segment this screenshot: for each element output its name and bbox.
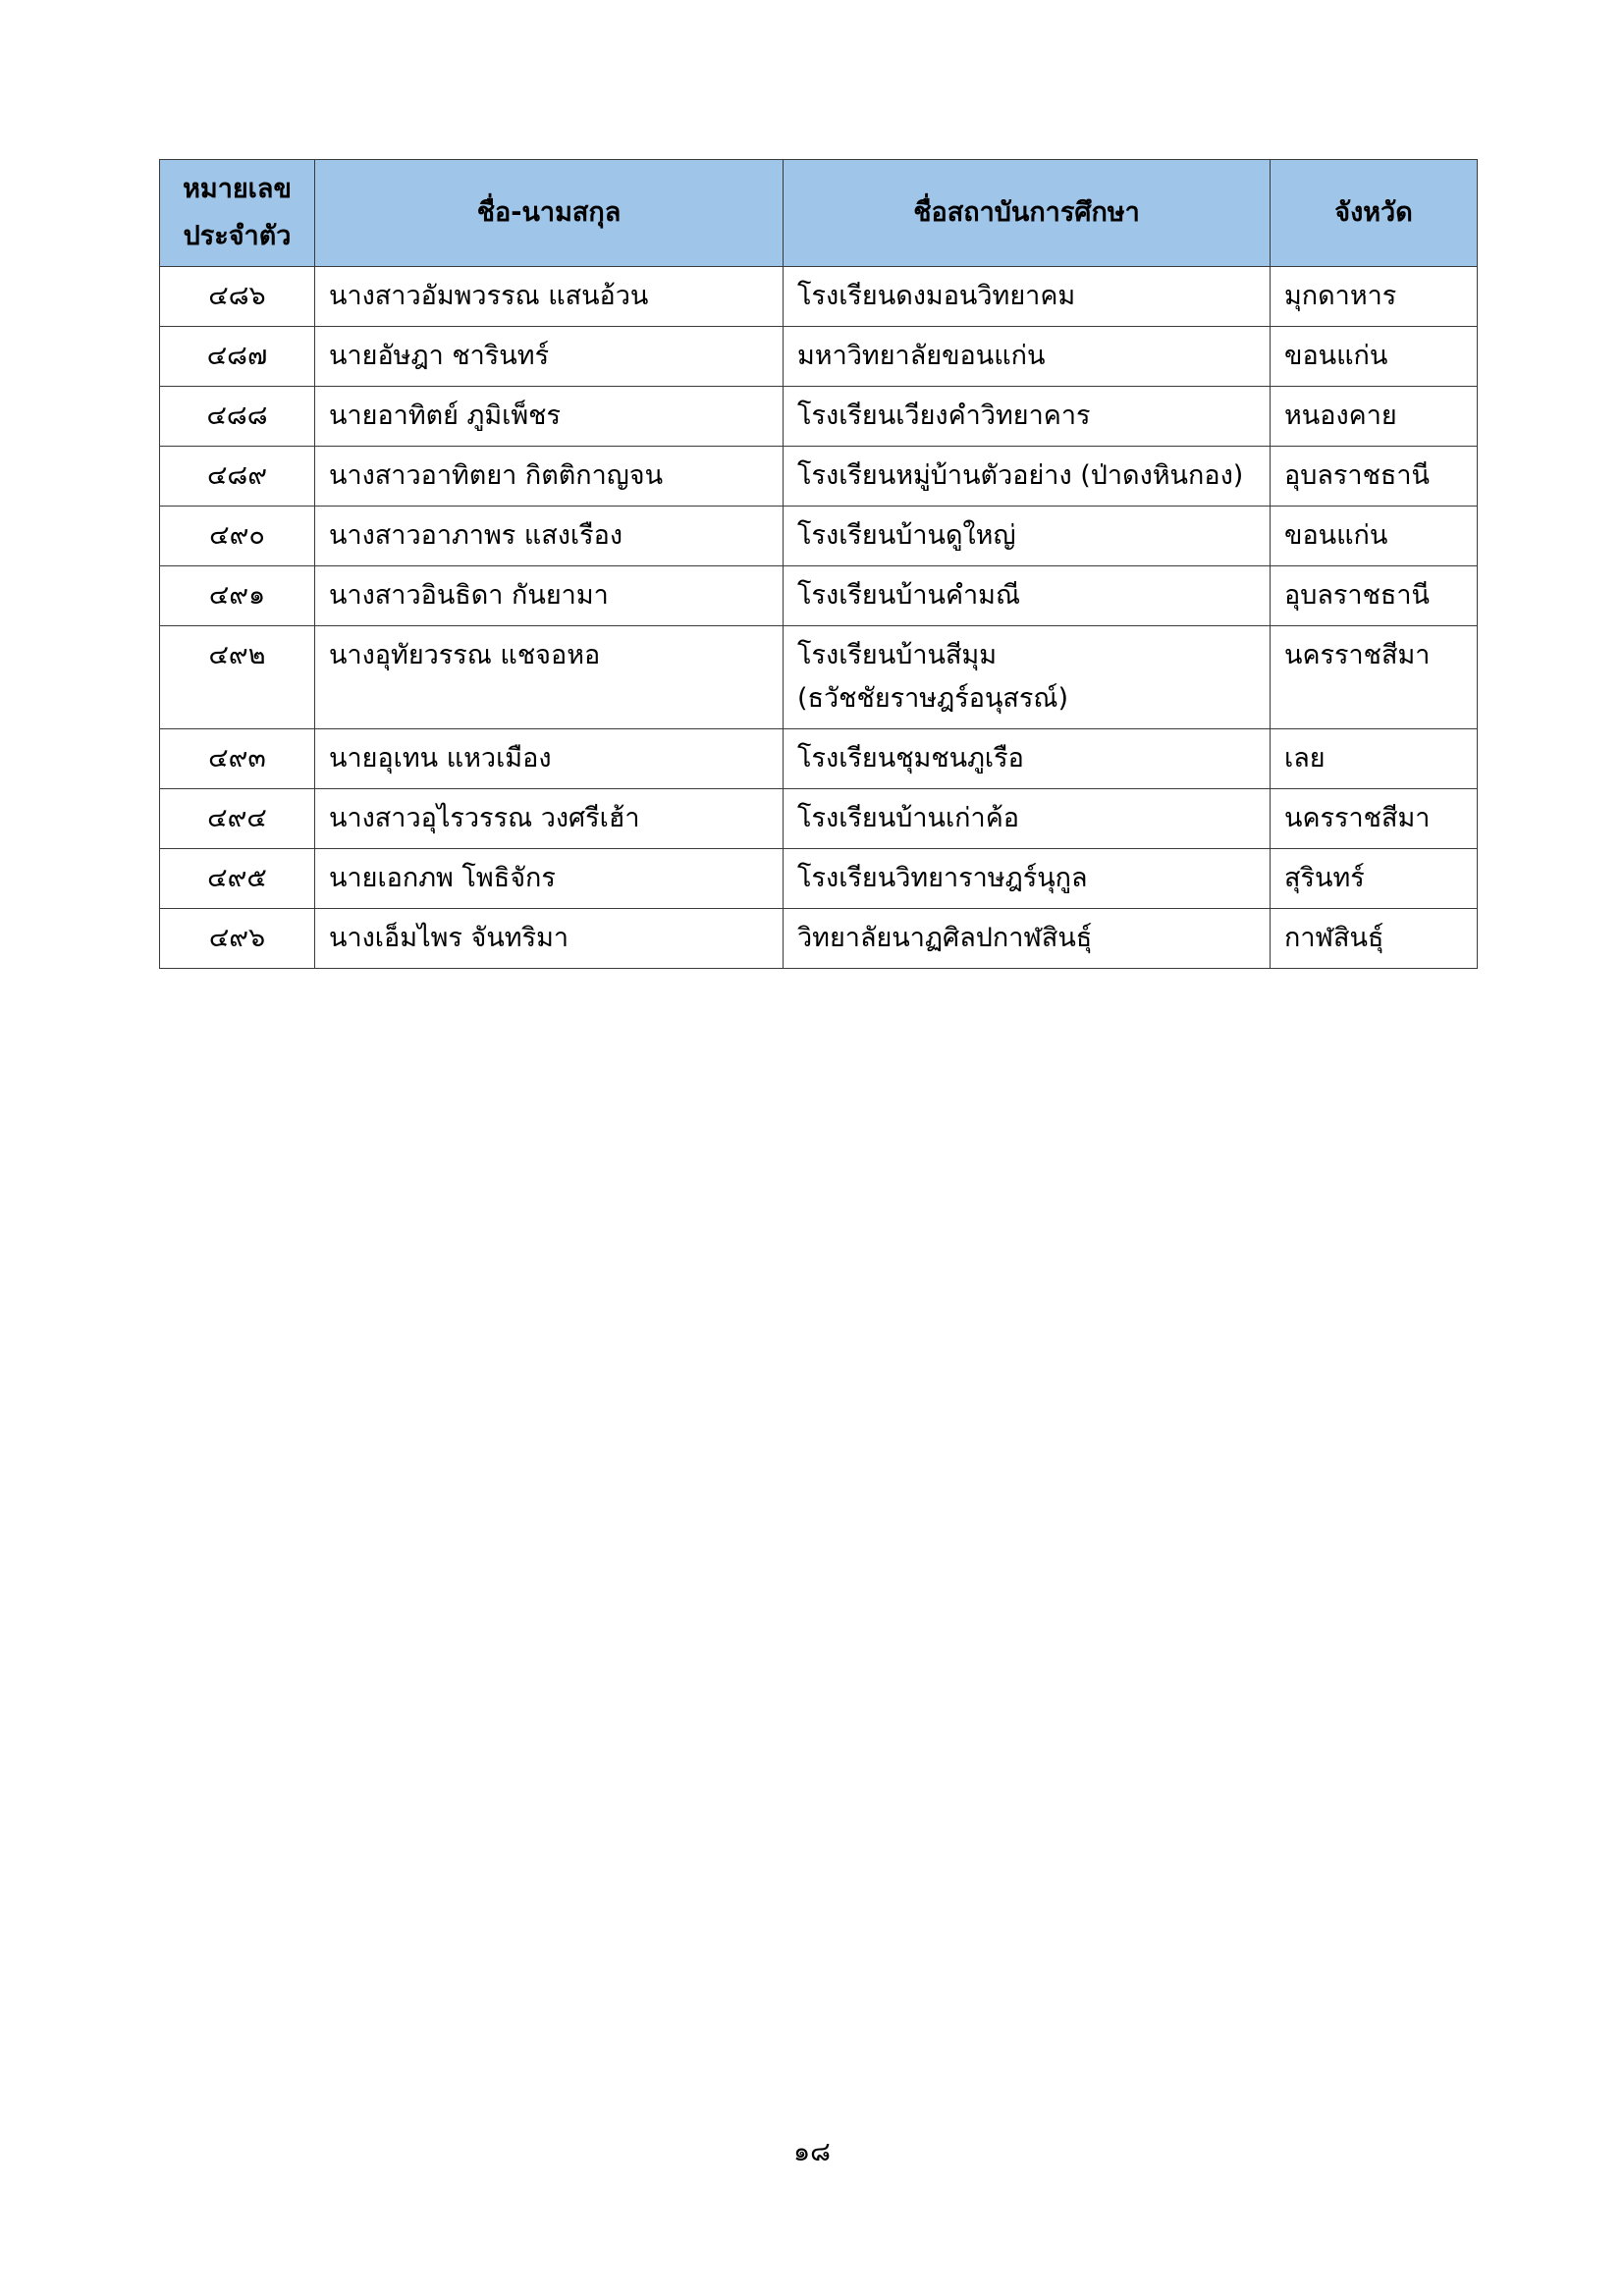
cell-name: นางสาวอัมพวรรณ แสนอ้วน	[315, 267, 784, 327]
cell-name: นางอุทัยวรรณ แชจอหอ	[315, 626, 784, 729]
table-row	[160, 729, 1478, 789]
cell-name: นางสาวอุไรวรรณ วงศรีเฮ้า	[315, 789, 784, 849]
header-school: ชื่อสถาบันการศึกษา	[784, 160, 1271, 267]
table-row	[160, 566, 1478, 626]
cell-id: ๔๘๘	[160, 387, 315, 447]
table-row	[160, 267, 1478, 327]
cell-province: ขอนแก่น	[1271, 507, 1478, 566]
cell-name: นางสาวอาภาพร แสงเรือง	[315, 507, 784, 566]
cell-id: ๔๙๕	[160, 849, 315, 909]
header-name: ชื่อ-นามสกุล	[315, 160, 784, 267]
cell-province: นครราชสีมา	[1271, 789, 1478, 849]
cell-id: ๔๙๒	[160, 626, 315, 729]
cell-name: นายอาทิตย์ ภูมิเพ็ชร	[315, 387, 784, 447]
cell-id: ๔๙๑	[160, 566, 315, 626]
header-province: จังหวัด	[1271, 160, 1478, 267]
cell-province: นครราชสีมา	[1271, 626, 1478, 729]
cell-id: ๔๘๙	[160, 447, 315, 507]
cell-id: ๔๙๐	[160, 507, 315, 566]
table-row	[160, 387, 1478, 447]
cell-id: ๔๘๖	[160, 267, 315, 327]
cell-school: โรงเรียนบ้านคำมณี	[784, 566, 1271, 626]
cell-school: โรงเรียนเวียงคำวิทยาคาร	[784, 387, 1271, 447]
cell-province: ขอนแก่น	[1271, 327, 1478, 387]
cell-name: นายอุเทน แหวเมือง	[315, 729, 784, 789]
table-row	[160, 626, 1478, 729]
cell-id: ๔๙๔	[160, 789, 315, 849]
cell-school: โรงเรียนดงมอนวิทยาคม	[784, 267, 1271, 327]
cell-school: โรงเรียนวิทยาราษฎร์นุกูล	[784, 849, 1271, 909]
header-id	[160, 160, 315, 267]
cell-school: โรงเรียนบ้านดูใหญ่	[784, 507, 1271, 566]
table-row	[160, 507, 1478, 566]
cell-school: วิทยาลัยนาฏศิลปกาฬสินธุ์	[784, 909, 1271, 969]
page-number: ๑๘	[793, 2137, 831, 2167]
table-body	[160, 267, 1478, 969]
table-row	[160, 327, 1478, 387]
cell-school	[784, 626, 1271, 729]
cell-id: ๔๙๖	[160, 909, 315, 969]
cell-province: สุรินทร์	[1271, 849, 1478, 909]
participant-table	[159, 159, 1478, 969]
cell-name: นางสาวอาทิตยา กิตติกาญจน	[315, 447, 784, 507]
cell-province: กาฬสินธุ์	[1271, 909, 1478, 969]
cell-school: มหาวิทยาลัยขอนแก่น	[784, 327, 1271, 387]
cell-name: นางสาวอินธิดา กันยามา	[315, 566, 784, 626]
cell-name: นางเอ็มไพร จันทริมา	[315, 909, 784, 969]
cell-id: ๔๘๗	[160, 327, 315, 387]
cell-province: อุบลราชธานี	[1271, 566, 1478, 626]
table-header-row	[160, 160, 1478, 267]
table-row	[160, 849, 1478, 909]
cell-name: นายอัษฎา ชารินทร์	[315, 327, 784, 387]
cell-school: โรงเรียนบ้านเก่าค้อ	[784, 789, 1271, 849]
header-id-line2: ประจำตัว	[183, 221, 292, 251]
cell-province: หนองคาย	[1271, 387, 1478, 447]
table-row	[160, 909, 1478, 969]
cell-province: เลย	[1271, 729, 1478, 789]
cell-school-line1: โรงเรียนบ้านสีมุม	[797, 640, 998, 670]
header-id-line1: หมายเลข	[183, 174, 292, 204]
table-row	[160, 447, 1478, 507]
cell-province: อุบลราชธานี	[1271, 447, 1478, 507]
cell-name: นายเอกภพ โพธิจักร	[315, 849, 784, 909]
cell-school-line2: (ธวัชชัยราษฎร์อนุสรณ์)	[797, 683, 1068, 714]
table-row	[160, 789, 1478, 849]
cell-id: ๔๙๓	[160, 729, 315, 789]
cell-school: โรงเรียนชุมชนภูเรือ	[784, 729, 1271, 789]
cell-province: มุกดาหาร	[1271, 267, 1478, 327]
cell-school: โรงเรียนหมู่บ้านตัวอย่าง (ป่าดงหินกอง)	[784, 447, 1271, 507]
